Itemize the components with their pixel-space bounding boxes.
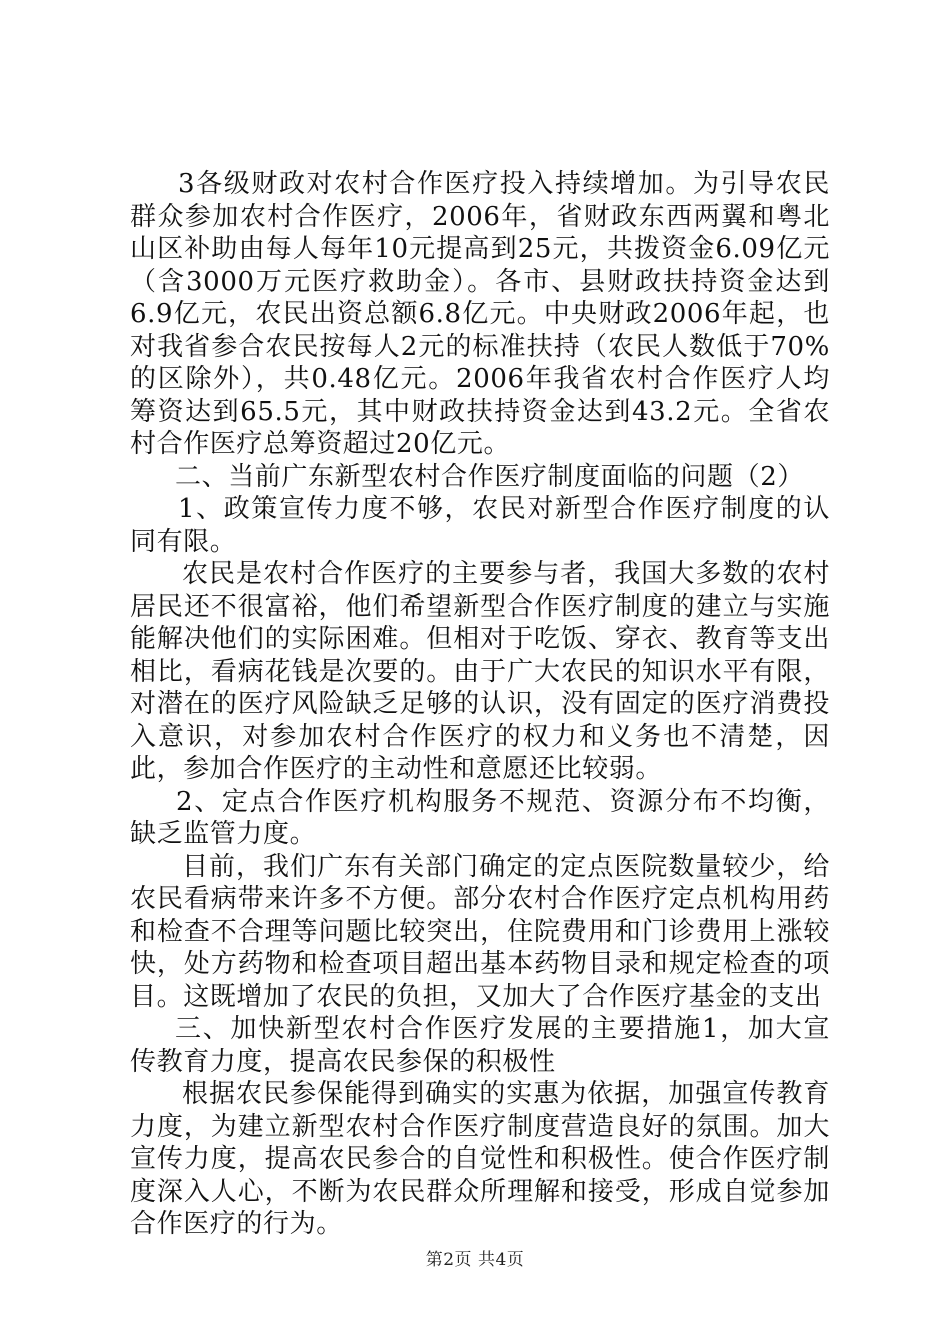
paragraph-designated-hospitals: 目前，我们广东有关部门确定的定点医院数量较少，给农民看病带来许多不方便。部分农村合作医疗定点机构用药和检查不合理等问题比较突出，住院费用和门诊费用上涨较快，处方药物和检查项目超出基本药物目录和规定检查的项目。这既增加了农民的负担，又加大了合作医疗基金的支出 bbox=[130, 851, 830, 1012]
subheading-policy-publicity: 1、政策宣传力度不够，农民对新型合作医疗制度的认同有限。 bbox=[130, 494, 830, 557]
document-body bbox=[130, 168, 830, 1241]
paragraph-finance-investment: 3各级财政对农村合作医疗投入持续增加。为引导农民群众参加农村合作医疗，2006年，省财政东西两翼和粤北山区补助由每人每年10元提高到25元，共拨资金6.09亿元（含3000万元医疗救助金）。各市、县财政扶持资金达到6.9亿元，农民出资总额6.8亿元。中央财政2006年起，也对我省参合农民按每人2元的标准扶持（农民人数低于70%的区除外），共0.48亿元。2006年我省农村合作医疗人均筹资达到65.5元，其中财政扶持资金达到43.2元。全省农村合作医疗总筹资超过20亿元。 bbox=[130, 169, 830, 459]
subheading-designated-institutions: 2、定点合作医疗机构服务不规范、资源分布不均衡，缺乏监管力度。 bbox=[130, 786, 830, 849]
page-footer: 第2页 共4页 bbox=[425, 1250, 525, 1270]
section-heading-problems: 二、当前广东新型农村合作医疗制度面临的问题（2） bbox=[175, 461, 804, 492]
paragraph-publicity-education: 根据农民参保能得到确实的实惠为依据，加强宣传教育力度，为建立新型农村合作医疗制度营造良好的氛围。加大宣传力度，提高农民参合的自觉性和积极性。使合作医疗制度深入人心，不断为农民群众所理解和接受，形成自觉参加合作医疗的行为。 bbox=[130, 1079, 830, 1239]
paragraph-farmer-awareness: 农民是农村合作医疗的主要参与者，我国大多数的农村居民还不很富裕，他们希望新型合作医疗制度的建立与实施能解决他们的实际困难。但相对于吃饭、穿衣、教育等支出相比，看病花钱是次要的。由于广大农民的知识水平有限，对潜在的医疗风险缺乏足够的认识，没有固定的医疗消费投入意识，对参加农村合作医疗的权力和义务也不清楚，因此，参加合作医疗的主动性和意愿还比较弱。 bbox=[130, 559, 830, 784]
section-heading-measures: 三、加快新型农村合作医疗发展的主要措施1，加大宣传教育力度，提高农民参保的积极性 bbox=[130, 1014, 830, 1077]
